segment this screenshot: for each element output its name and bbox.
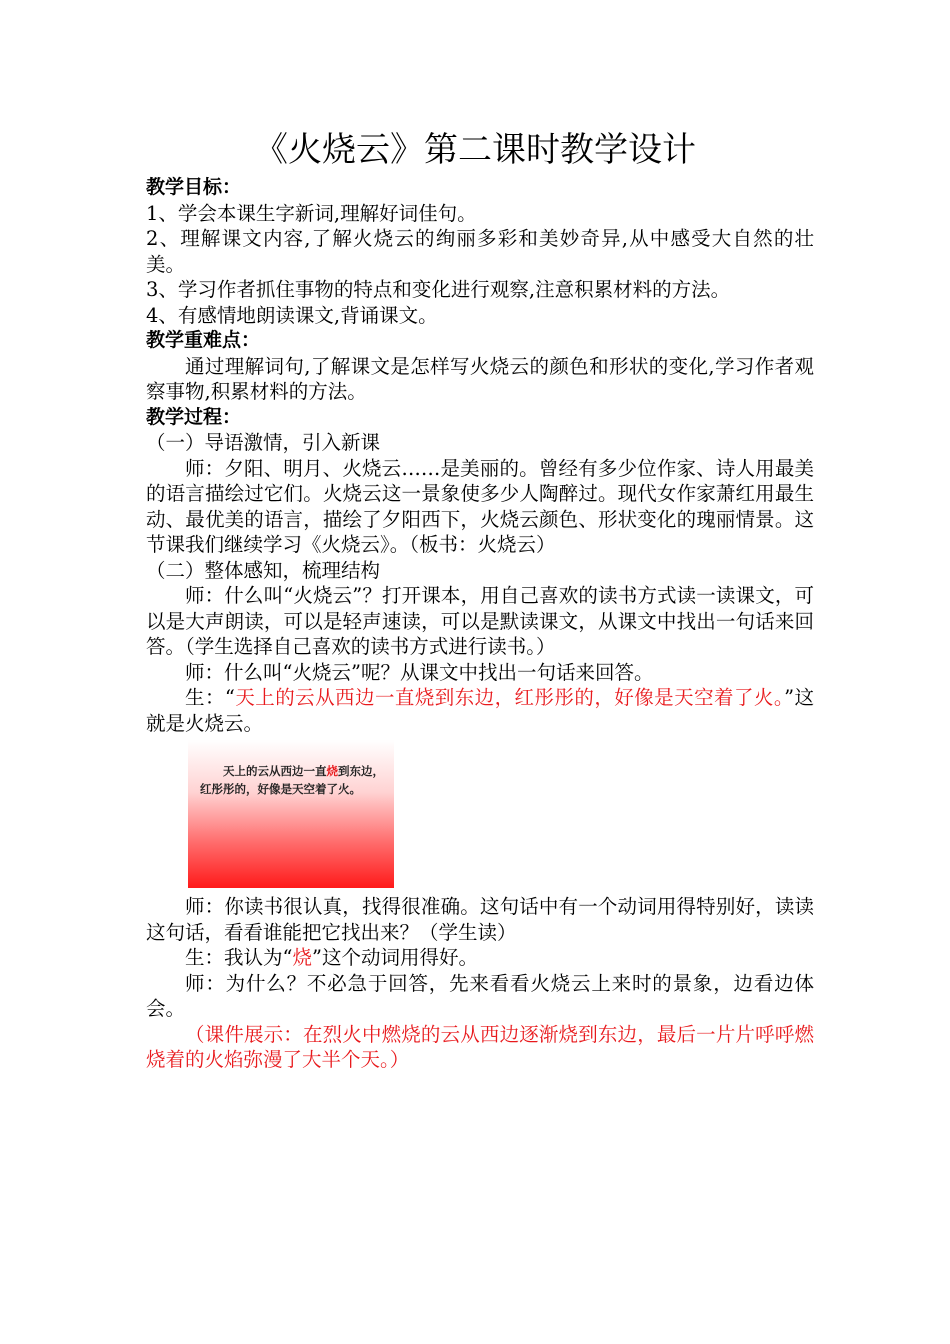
student-word: 烧 [292,946,312,969]
key-points-text: 通过理解词句,了解课文是怎样写火烧云的颜色和形状的变化,学习作者观察事物,积累材料的方法。 [146,354,814,403]
process-heading: 教学过程： [146,405,242,428]
section-title: （二）整体感知，梳理结构 [146,558,381,582]
student-suffix: ”这就是火烧云。 [146,686,814,735]
objective-item: 1、学会本课生字新词,理解好词佳句。 [146,201,477,225]
section-title: （一）导语激情，引入新课 [146,431,381,454]
slide-text-before: 天上的云从西边一直 [223,764,327,778]
courseware-note: （课件展示：在烈火中燃烧的云从西边逐渐烧到东边，最后一片片呼呼燃烧着的火焰弥漫了大半个天。） [146,1022,814,1071]
objectives-heading: 教学目标： [146,176,242,198]
slide-text-highlight: 烧 [326,764,338,778]
slide-text [200,762,386,798]
teacher-paragraph: 师：什么叫“火烧云”？打开课本，用自己喜欢的读书方式读一读课文，可以是大声朗读，可以是轻声速读，可以是默读课文，从课文中找出一句话来回答。（学生选择自己喜欢的读书方式进行读书。） [146,584,814,658]
objective-item: 2、理解课文内容,了解火烧云的绚丽多彩和美妙奇异,从中感受大自然的壮美。 [146,227,814,276]
teacher-paragraph: 师：什么叫“火烧云”呢？从课文中找出一句话来回答。 [185,660,654,684]
objective-item: 3、学习作者抓住事物的特点和变化进行观察,注意积累材料的方法。 [146,278,731,301]
student-prefix: 生：我认为“ [185,946,293,969]
student-prefix: 生：“ [185,686,235,709]
key-points-heading: 教学重难点： [146,329,261,351]
student-paragraph [146,685,814,736]
teacher-paragraph: 师：你读书很认真，找得很准确。这句话中有一个动词用得特别好，读读这句话，看看谁能把它找出来？（学生读） [146,895,814,944]
slide-container [146,736,814,894]
student-paragraph [146,945,814,971]
student-suffix: ”这个动词用得好。 [312,946,478,969]
courseware-slide-image [188,740,394,888]
objective-item: 4、有感情地朗读课文,背诵课文。 [146,303,438,327]
document-body [146,175,814,1073]
student-quote: 天上的云从西边一直烧到东边，红彤彤的，好像是天空着了火。 [234,686,785,709]
teacher-paragraph: 师：夕阳、明月、火烧云……是美丽的。曾经有多少位作家、诗人用最美的语言描绘过它们。火烧云这一景象使多少人陶醉过。现代女作家萧红用最生动、最优美的语言，描绘了夕阳西下，火烧云颜色、形状变化的瑰丽情景。这节课我们继续学习《火烧云》。（板书：火烧云） [146,456,814,556]
teacher-paragraph: 师：为什么？不必急于回答，先来看看火烧云上来时的景象，边看边体会。 [146,971,814,1020]
slide-text-after: 到东边，红彤彤的，好像是天空着了火。 [200,764,384,796]
page-title: 《火烧云》第二课时教学设计 [254,130,696,170]
